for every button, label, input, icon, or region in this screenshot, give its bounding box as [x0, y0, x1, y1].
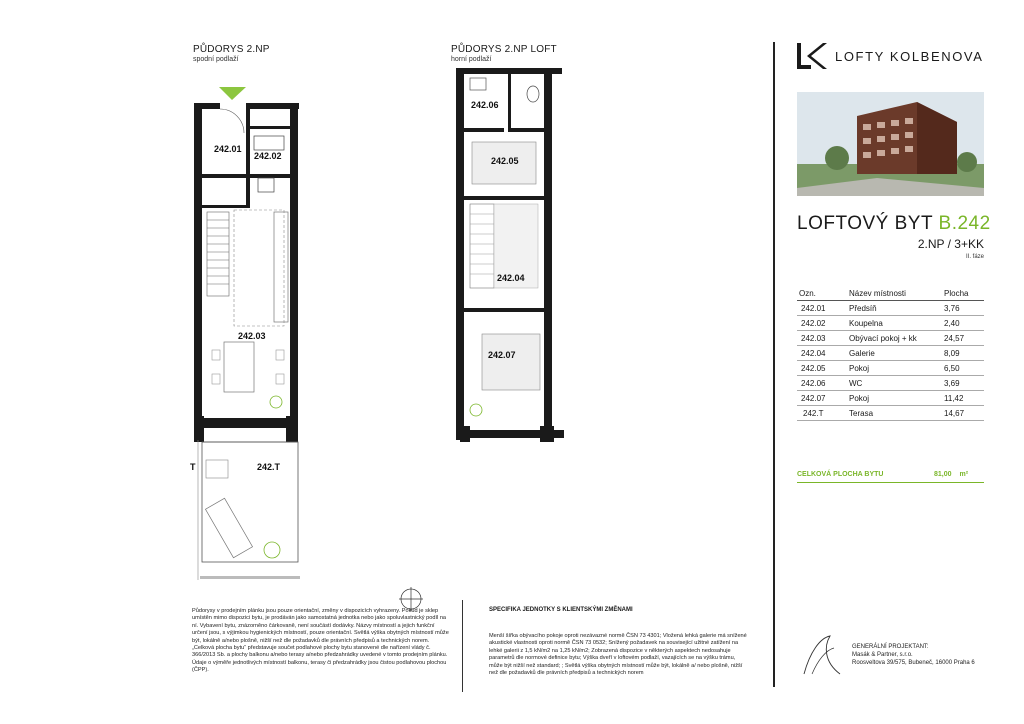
- table-cell: 11,42: [944, 391, 984, 406]
- table-cell: 242.06: [797, 376, 849, 391]
- building-render-image: [797, 92, 984, 196]
- room-label: T: [190, 462, 196, 472]
- table-cell: Pokoj: [849, 361, 944, 376]
- table-row: [797, 406, 984, 421]
- table-cell: 6,50: [944, 361, 984, 376]
- disclaimer-text: Půdorysy v prodejním plánku jsou pouze orientační, změny v dispozicích vyhrazeny. Pokud je sklep umístěn mimo dispozici bytu, je prodáván jako samostatná jednotka nebo jako spoluvlastnický podíl na ní. Vybavení bytu, znázorněno čárkovaně, není součástí dodávky. Názvy místností a jejich funkční určení jsou, s výjimkou hygienických místností, pouze orientační. Světlá výška obytných místností může být, lokálně a/nebo plošně, nižší než dle požadavků dle právních předpisů a technických norem. „Celková plocha bytu“ představuje součet podlahové plochy bytu stanovené dle nařízení vlády č. 366/2013 Sb. a plochy balkonu a/nebo terasy a/nebo předzahrádky uvedené v tomto prodejním plánku. Údaje o výměře jednotlivých místností balkonu, terasy či předzahrádky jsou čistou podlahovou plochou (ČPP).: [192, 608, 449, 674]
- designer-company: Masák & Partner, s.r.o.: [852, 652, 913, 658]
- table-cell: 3,69: [944, 376, 984, 391]
- total-area-label: CELKOVÁ PLOCHA BYTU: [797, 471, 884, 478]
- room-label: 242.06: [471, 100, 499, 110]
- designer-label: GENERÁLNÍ PROJEKTANT:: [852, 644, 929, 650]
- room-label: 242.02: [254, 151, 282, 161]
- plan-subtitle-upper: horní podlaží: [451, 56, 492, 63]
- total-area-unit: m²: [959, 471, 969, 478]
- table-row: [797, 361, 984, 376]
- table-row: [797, 316, 984, 331]
- brand-logo: [797, 43, 984, 69]
- column-header: Ozn.: [797, 288, 849, 301]
- table-cell: Terasa: [849, 406, 944, 421]
- table-cell: 242.05: [797, 361, 849, 376]
- plan-title-lower: PŮDORYS 2.NP: [193, 44, 270, 55]
- total-area-value: [934, 471, 968, 478]
- total-area-number: 81,00: [934, 471, 952, 478]
- column-header: Název místnosti: [849, 288, 944, 301]
- table-cell: 242.02: [797, 316, 849, 331]
- panel-divider: [773, 42, 775, 687]
- plant-icon: [270, 396, 282, 408]
- table-row: [797, 301, 984, 316]
- table-cell: Předsíň: [849, 301, 944, 316]
- logo-icon: [797, 43, 827, 69]
- north-arrow-icon: [398, 586, 424, 612]
- table-cell: Galerie: [849, 346, 944, 361]
- designer-logo-icon: [800, 632, 846, 678]
- footer-divider: [462, 600, 463, 692]
- room-label: 242.03: [238, 331, 266, 341]
- room-label: 242.01: [214, 144, 242, 154]
- room-label: 242.T: [257, 462, 281, 472]
- rooms-table: [797, 288, 984, 421]
- flat-floor: 2.NP / 3+KK: [917, 237, 984, 251]
- table-header-row: [797, 288, 984, 301]
- table-cell: Obývací pokoj + kk: [849, 331, 944, 346]
- table-row: [797, 331, 984, 346]
- table-cell: 242.01: [797, 301, 849, 316]
- table-cell: 8,09: [944, 346, 984, 361]
- spec-title: SPECIFIKA JEDNOTKY S KLIENTSKÝMI ZMĚNAMI: [489, 607, 633, 613]
- table-cell: 242.07: [797, 391, 849, 406]
- flat-title-prefix: LOFTOVÝ BYT: [797, 213, 939, 234]
- table-cell: 2,40: [944, 316, 984, 331]
- table-cell: 242.T: [797, 406, 849, 421]
- table-cell: Pokoj: [849, 391, 944, 406]
- room-label: 242.07: [488, 350, 516, 360]
- table-cell: WC: [849, 376, 944, 391]
- spec-text: Menší šířka obývacího pokoje oproti nezávazné normě ČSN 73 4301; Vložená lehká galerie má snížené akustické vlastnosti oproti normě ČSN 73 0532; Snížený požadavek na související užitné zatížení na lehké galerii z 1,5 kN/m2 na 1,25 kN/m2; Zobrazená dispozice v některých aspektech nedosahuje parametrů dle normové definice bytu; Výška dveří v loftovém podlaží, vazajících se na výšku trámu, může být nižší než standard; ; Světlá výška obytných místností může být, lokálně a/ nebo plošně, nižší než dle požadavků dle právních předpisů a technických norem: [489, 633, 747, 677]
- table-cell: 14,67: [944, 406, 984, 421]
- table-cell: Koupelna: [849, 316, 944, 331]
- flat-title: [797, 213, 991, 235]
- entrance-marker-icon: [219, 87, 246, 100]
- plan-subtitle-lower: spodní podlaží: [193, 56, 239, 63]
- plan-title-upper: PŮDORYS 2.NP LOFT: [451, 44, 557, 55]
- total-underline: [797, 482, 984, 483]
- flat-code: B.242: [938, 213, 991, 234]
- table-row: [797, 391, 984, 406]
- brand-name: LOFTY KOLBENOVA: [835, 48, 984, 64]
- table-cell: 242.04: [797, 346, 849, 361]
- room-label: 242.05: [491, 156, 519, 166]
- column-header: Plocha: [944, 288, 984, 301]
- table-cell: 24,57: [944, 331, 984, 346]
- table-row: [797, 346, 984, 361]
- table-cell: 242.03: [797, 331, 849, 346]
- room-label: 242.04: [497, 273, 525, 283]
- table-cell: 3,76: [944, 301, 984, 316]
- table-row: [797, 376, 984, 391]
- designer-address: Roosveltova 39/575, Bubeneč, 16000 Praha 6: [852, 660, 975, 666]
- flat-phase: II. fáze: [965, 254, 984, 260]
- floor-plan-upper: [448, 62, 570, 446]
- designer-block: [852, 643, 975, 667]
